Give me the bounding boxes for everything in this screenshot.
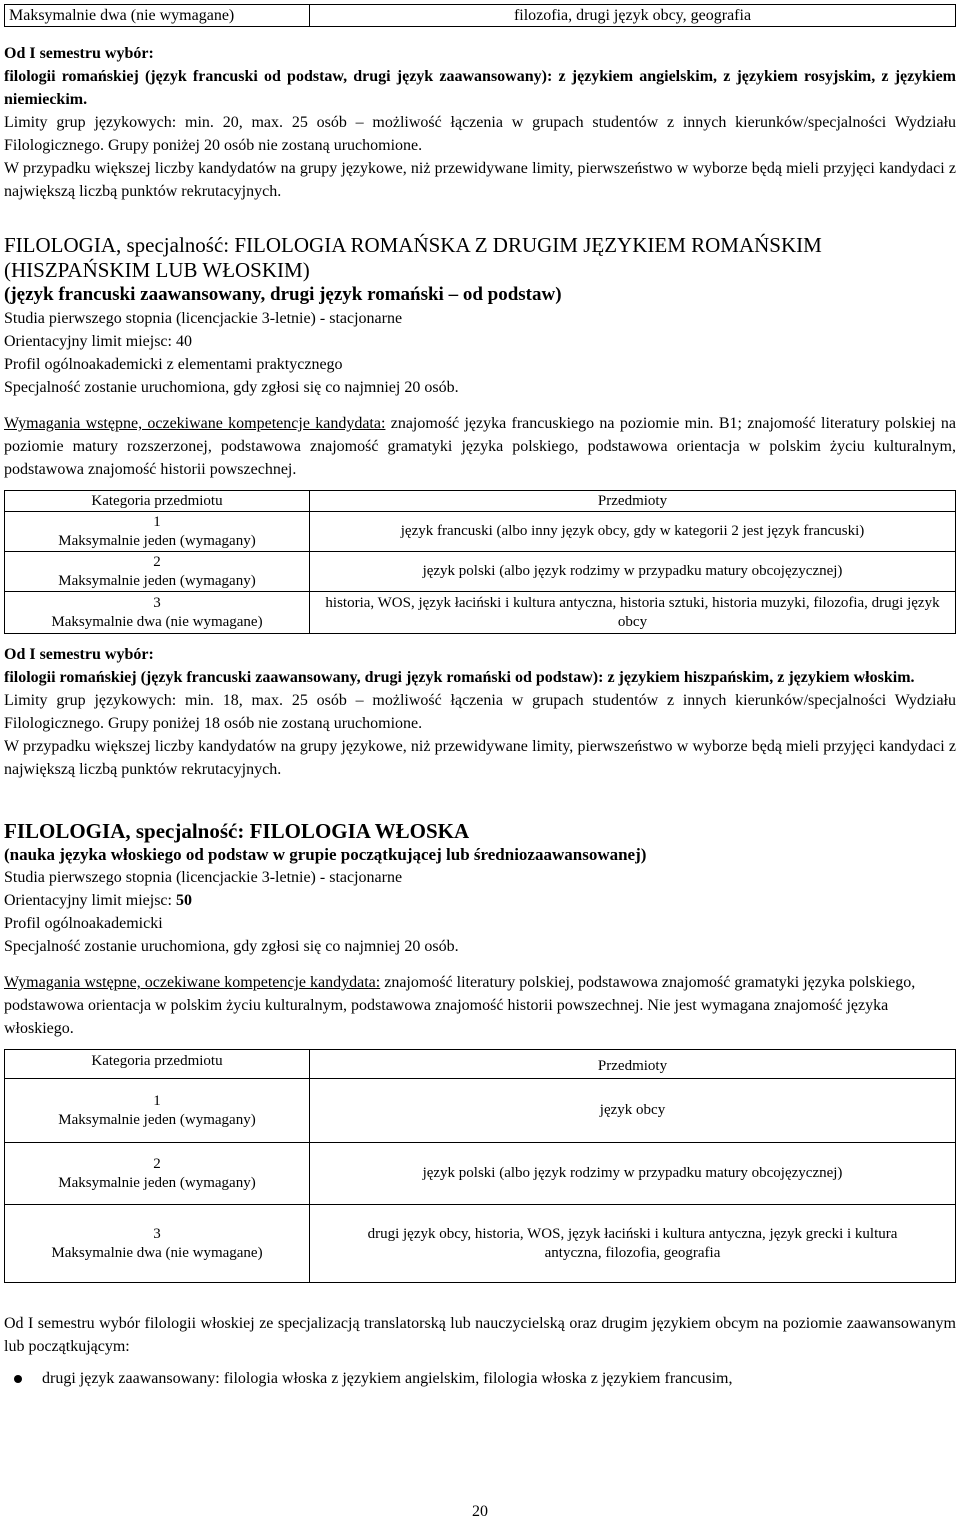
category-number: 1 [153,1092,161,1109]
limit-label: Orientacyjny limit miejsc: [4,333,176,350]
page-number: 20 [472,1503,488,1520]
subjects-cell: język obcy [310,1079,956,1143]
studies-type: Studia pierwszego stopnia (licencjackie 3-letnie) - stacjonarne [4,310,403,327]
places-limit [4,889,956,912]
table-row [5,1143,956,1205]
profile-text: Profil ogólnoakademicki [4,915,163,932]
category-requirement: Maksymalnie jeden (wymagany) [58,572,256,589]
launch-condition: Specjalność zostanie uruchomiona, gdy zgłosi się co najmniej 20 osób. [4,379,459,396]
category-number: 3 [153,594,161,611]
category-number: 3 [153,1225,161,1242]
category-requirement: Maksymalnie dwa (nie wymagane) [51,613,263,630]
limit-value: 50 [175,892,192,909]
title-prefix: FILOLOGIA, specjalność: [4,819,250,843]
continued-subjects-table [4,4,956,27]
subjects-cell: język polski (albo język rodzimy w przypadku matury obcojęzycznej) [310,1143,956,1205]
requirements-text: znajomość literatury polskiej, podstawowa znajomość gramatyki języka polskiego, podstawowa orientacja w polskim życiu kulturalnym, podstawowa znajomość historii powszechnej. Nie jest wymagana znajomość języka włoskiego. [4,974,916,1037]
section-subtitle: (nauka języka włoskiego od podstaw w grupie początkującej lub średniozaawansowanej) [4,845,647,864]
limit-label: Orientacyjny limit miejsc: [4,892,176,909]
semester-choice-text: filologii romańskiej (język francuski zaawansowany, drugi język romański od podstaw): z językiem hiszpańskim, z językiem włoskim. [4,669,915,686]
requirements-text: znajomość języka francuskiego na poziomie min. B1; znajomość literatury polskiej na poziomie matury rozszerzonej, podstawowa znajomość gramatyki języka polskiego, podstawowa orientacja w polskim życiu kulturalnym, podstawowa znajomość historii powszechnej. [4,415,957,478]
table-header-row [5,491,956,512]
table-row [5,5,956,27]
subjects-cell: język polski (albo język rodzimy w przypadku matury obcojęzycznej) [310,552,956,592]
requirements-label: Wymagania wstępne, oczekiwane kompetencje kandydata: [4,415,386,432]
section-title-italian [4,819,956,844]
priority-text: W przypadku większej liczby kandydatów na grupy językowe, niż przewidywane limity, pierwszeństwo w wyborze będą mieli przyjęci kandydaci z największą liczbą punktów rekrutacyjnych. [4,738,956,778]
category-requirement: Maksymalnie jeden (wymagany) [58,532,256,549]
category-number: 1 [153,513,161,530]
subjects-table-romance [4,490,956,634]
category-cell [5,1205,310,1283]
header-category: Kategoria przedmiotu [5,491,310,512]
category-cell [5,592,310,634]
section-subtitle: (język francuski zaawansowany, drugi język romański – od podstaw) [4,284,562,305]
semester-choice-heading: Od I semestru wybór: [4,45,154,62]
category-cell [5,1143,310,1205]
document-page [4,4,956,1390]
table-header-row [5,1050,956,1079]
category-number: 2 [153,553,161,570]
requirements-label: Wymagania wstępne, oczekiwane kompetencje kandydata: [4,974,381,991]
table-row [5,1079,956,1143]
bullet-icon [14,1375,22,1383]
table-row [5,552,956,592]
semester-choice-text: Od I semestru wybór filologii włoskiej ze specjalizacją translatorską lub nauczycielską oraz drugim językiem obcym na poziomie zaawansowanym lub początkującym: [4,1315,956,1355]
profile-text: Profil ogólnoakademicki z elementami praktycznego [4,356,343,373]
header-subjects: Przedmioty [310,491,956,512]
title-specialty: FILOLOGIA WŁOSKA [249,819,470,843]
table-cell-subjects: filozofia, drugi język obcy, geografia [310,5,956,27]
table-row [5,592,956,634]
title-prefix: FILOLOGIA, specjalność: [4,233,235,257]
table-cell-category: Maksymalnie dwa (nie wymagane) [5,5,310,27]
studies-type: Studia pierwszego stopnia (licencjackie 3-letnie) - stacjonarne [4,869,403,886]
category-cell [5,512,310,552]
category-cell [5,552,310,592]
requirements-paragraph [4,412,956,481]
header-category: Kategoria przedmiotu [5,1050,310,1079]
list-item [10,1367,956,1390]
table-row [5,512,956,552]
section-title-romance [4,233,956,283]
list-item-text: drugi język zaawansowany: filologia włoska z językiem angielskim, filologia włoska z językiem francusim, [42,1370,733,1387]
category-number: 2 [153,1155,161,1172]
category-requirement: Maksymalnie dwa (nie wymagane) [51,1244,263,1261]
table-row [5,1205,956,1283]
category-requirement: Maksymalnie jeden (wymagany) [58,1111,256,1128]
subjects-cell: historia, WOS, język łaciński i kultura antyczna, historia sztuki, historia muzyki, filozofia, drugi język obcy [310,592,956,634]
subjects-cell: drugi język obcy, historia, WOS, język łaciński i kultura antyczna, język grecki i kultura antyczna, filozofia, geografia [310,1205,956,1283]
title-specialty: FILOLOGIA ROMAŃSKA Z DRUGIM JĘZYKIEM ROMAŃSKIM (HISZPAŃSKIM LUB WŁOSKIM) [4,233,822,282]
language-options-list [4,1367,956,1390]
group-limits-text: Limity grup językowych: min. 20, max. 25 osób – możliwość łączenia w grupach studentów z innych kierunków/specjalności Wydziału Filologicznego. Grupy poniżej 20 osób nie zostaną uruchomione. [4,114,956,154]
category-requirement: Maksymalnie jeden (wymagany) [58,1174,256,1191]
category-cell [5,1079,310,1143]
semester-choice-text: filologii romańskiej (język francuski od podstaw, drugi język zaawansowany): z językiem angielskim, z językiem rosyjskim, z językiem niemieckim. [4,68,956,108]
limit-value: 40 [175,333,192,350]
requirements-paragraph [4,971,956,1040]
priority-text: W przypadku większej liczby kandydatów na grupy językowe, niż przewidywane limity, pierwszeństwo w wyborze będą mieli przyjęci kandydaci z największą liczbą punktów rekrutacyjnych. [4,160,956,200]
subjects-table-italian [4,1049,956,1283]
subjects-cell: język francuski (albo inny język obcy, gdy w kategorii 2 jest język francuski) [310,512,956,552]
group-limits-text: Limity grup językowych: min. 18, max. 25 osób – możliwość łączenia w grupach studentów z innych kierunków/specjalności Wydziału Filologicznego. Grupy poniżej 18 osób nie zostaną uruchomione. [4,692,956,732]
semester-choice-heading: Od I semestru wybór: [4,646,154,663]
launch-condition: Specjalność zostanie uruchomiona, gdy zgłosi się co najmniej 20 osób. [4,938,459,955]
places-limit [4,330,956,353]
header-subjects: Przedmioty [310,1050,956,1079]
